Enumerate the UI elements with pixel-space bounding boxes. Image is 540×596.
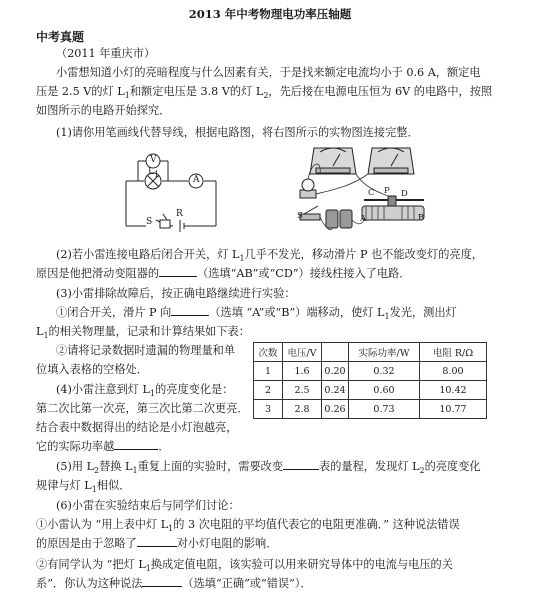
table-cell: 3 <box>254 400 283 419</box>
table-cell: 1.6 <box>283 362 322 381</box>
table-row <box>254 400 487 419</box>
table-row <box>254 381 487 400</box>
photo-label-a: A <box>360 214 367 224</box>
table-cell: 8.00 <box>420 362 487 381</box>
question-3-step-2-line-2: 位填入表格的空格处． <box>36 363 148 376</box>
question-4-line-3: 结合表中数据得出的结论是小灯泡越亮， <box>36 421 238 434</box>
header-missing-quantity[interactable] <box>322 343 349 362</box>
ammeter-label: A <box>193 175 200 185</box>
table-cell: 0.32 <box>349 362 420 381</box>
photo-label-b: B <box>418 213 425 223</box>
measurement-table <box>253 342 487 419</box>
photo-label-c: C <box>368 188 375 198</box>
answer-blank-ignored-factor[interactable] <box>137 536 177 547</box>
question-1: (1)请你用笔画线代替导线，根据电路图，将右图所示的实物图连接完整． <box>56 126 419 139</box>
answer-blank-correct-or-wrong[interactable] <box>142 576 182 587</box>
table-cell: 2.8 <box>283 400 322 419</box>
header-power: 实际功率/W <box>349 343 420 362</box>
question-3-step-1-cont: $L_1$的相关物理量，记录和计算结果如下表： <box>36 325 250 341</box>
section-title: 中考真题 <box>36 30 85 44</box>
photo-label-s: S <box>297 211 303 221</box>
intro-line-2: 压是 2.5 V的灯 $L_1$和额定电压是 3.8 V的灯 $L_2$，先后接在电源电压恒为 6V 的电路中，按照 <box>36 85 493 101</box>
header-resistance: 电阻 R/Ω <box>420 343 487 362</box>
question-6-s2-line-1: ②有同学认为 “把灯 $L_1$换成定值电阻，该实验可以用来研究导体中的电流与电压的关 <box>36 558 453 574</box>
header-voltage: 电压/V <box>283 343 322 362</box>
question-6-line-1: (6)小雷在实验结束后与同学们讨论： <box>56 499 240 512</box>
question-2-line-1: (2)若小雷连接电路后闭合开关，灯 $L_1$几乎不发光，移动滑片 P 也不能改变灯的亮度， <box>56 248 483 264</box>
table-cell: 10.77 <box>420 400 487 419</box>
question-3-step-1: ①闭合开关，滑片 P 向 （选填 “A”或“B”）端移动，使灯 $L_1$发光，测出灯 <box>56 306 457 322</box>
question-5-line-2: 规律与灯 $L_1$相似． <box>36 479 131 495</box>
table-cell: 0.26 <box>322 400 349 419</box>
table-cell: 0.24 <box>322 381 349 400</box>
intro-line-1: 小雷想知道小灯的亮暗程度与什么因素有关．于是找来额定电流均小于 0.6 A，额定电 <box>56 66 481 79</box>
doc-title: 2013 年中考物理电功率压轴题 <box>188 7 352 21</box>
source-line: （2011 年重庆市） <box>56 47 156 60</box>
question-6-s1-line-1: ①小雷认为 “用上表中灯 $L_1$的 3 次电阻的平均值代表它的电阻更准确．” 这种说法错误 <box>36 518 460 534</box>
question-6-s1-line-2: 的原因是由于忽略了 对小灯电阻的影响． <box>36 537 278 550</box>
apparatus-picture <box>292 140 437 240</box>
table-header-row <box>254 343 487 362</box>
photo-label-p: P <box>384 186 390 196</box>
table-cell: 10.42 <box>420 381 487 400</box>
question-4-line-1: (4)小雷注意到灯 $L_1$的亮度变化是： <box>56 383 234 399</box>
answer-blank-slider-direction[interactable] <box>171 305 209 316</box>
question-4-line-2: 第二次比第一次亮，第三次比第二次更亮． <box>36 402 249 415</box>
answer-blank-rheostat-terminals[interactable] <box>159 266 197 277</box>
answer-blank-meter[interactable] <box>283 459 319 470</box>
table-cell: 0.60 <box>349 381 420 400</box>
photo-label-d: D <box>401 189 408 199</box>
header-trial: 次数 <box>254 343 283 362</box>
rheostat-label: R <box>176 209 183 219</box>
voltmeter-label: V <box>150 155 157 165</box>
table-cell: 2 <box>254 381 283 400</box>
table-cell: 0.20 <box>322 362 349 381</box>
table-row <box>254 362 487 381</box>
lamp-label: $L_1$ <box>148 167 160 179</box>
question-3-line-1: (3)小雷排除故障后，按正确电路继续进行实验： <box>56 287 296 300</box>
question-6-s2-line-2: 系”．你认为这种说法 （选填“正确”或“错误”）． <box>36 577 312 590</box>
answer-blank-power[interactable] <box>114 439 158 450</box>
question-3-step-2-line-1: ②请将记录数据时遗漏的物理量和单 <box>56 344 236 357</box>
circuit-diagram <box>118 146 228 236</box>
table-cell: 1 <box>254 362 283 381</box>
table-cell: 2.5 <box>283 381 322 400</box>
question-4-line-4: 它的实际功率越 ． <box>36 440 170 453</box>
question-5-line-1: (5)用 $L_2$替换 $L_1$重复上面的实验时，需要改变 表的量程，发现灯 $L_2$的亮度变化 <box>56 460 481 476</box>
intro-line-3: 如图所示的电路开始探究． <box>36 104 171 117</box>
table-cell: 0.73 <box>349 400 420 419</box>
question-2-line-2: 原因是他把滑动变阻器的 （选填“AB”或“CD”）接线柱接入了电路． <box>36 267 411 280</box>
switch-label: S <box>146 217 153 227</box>
